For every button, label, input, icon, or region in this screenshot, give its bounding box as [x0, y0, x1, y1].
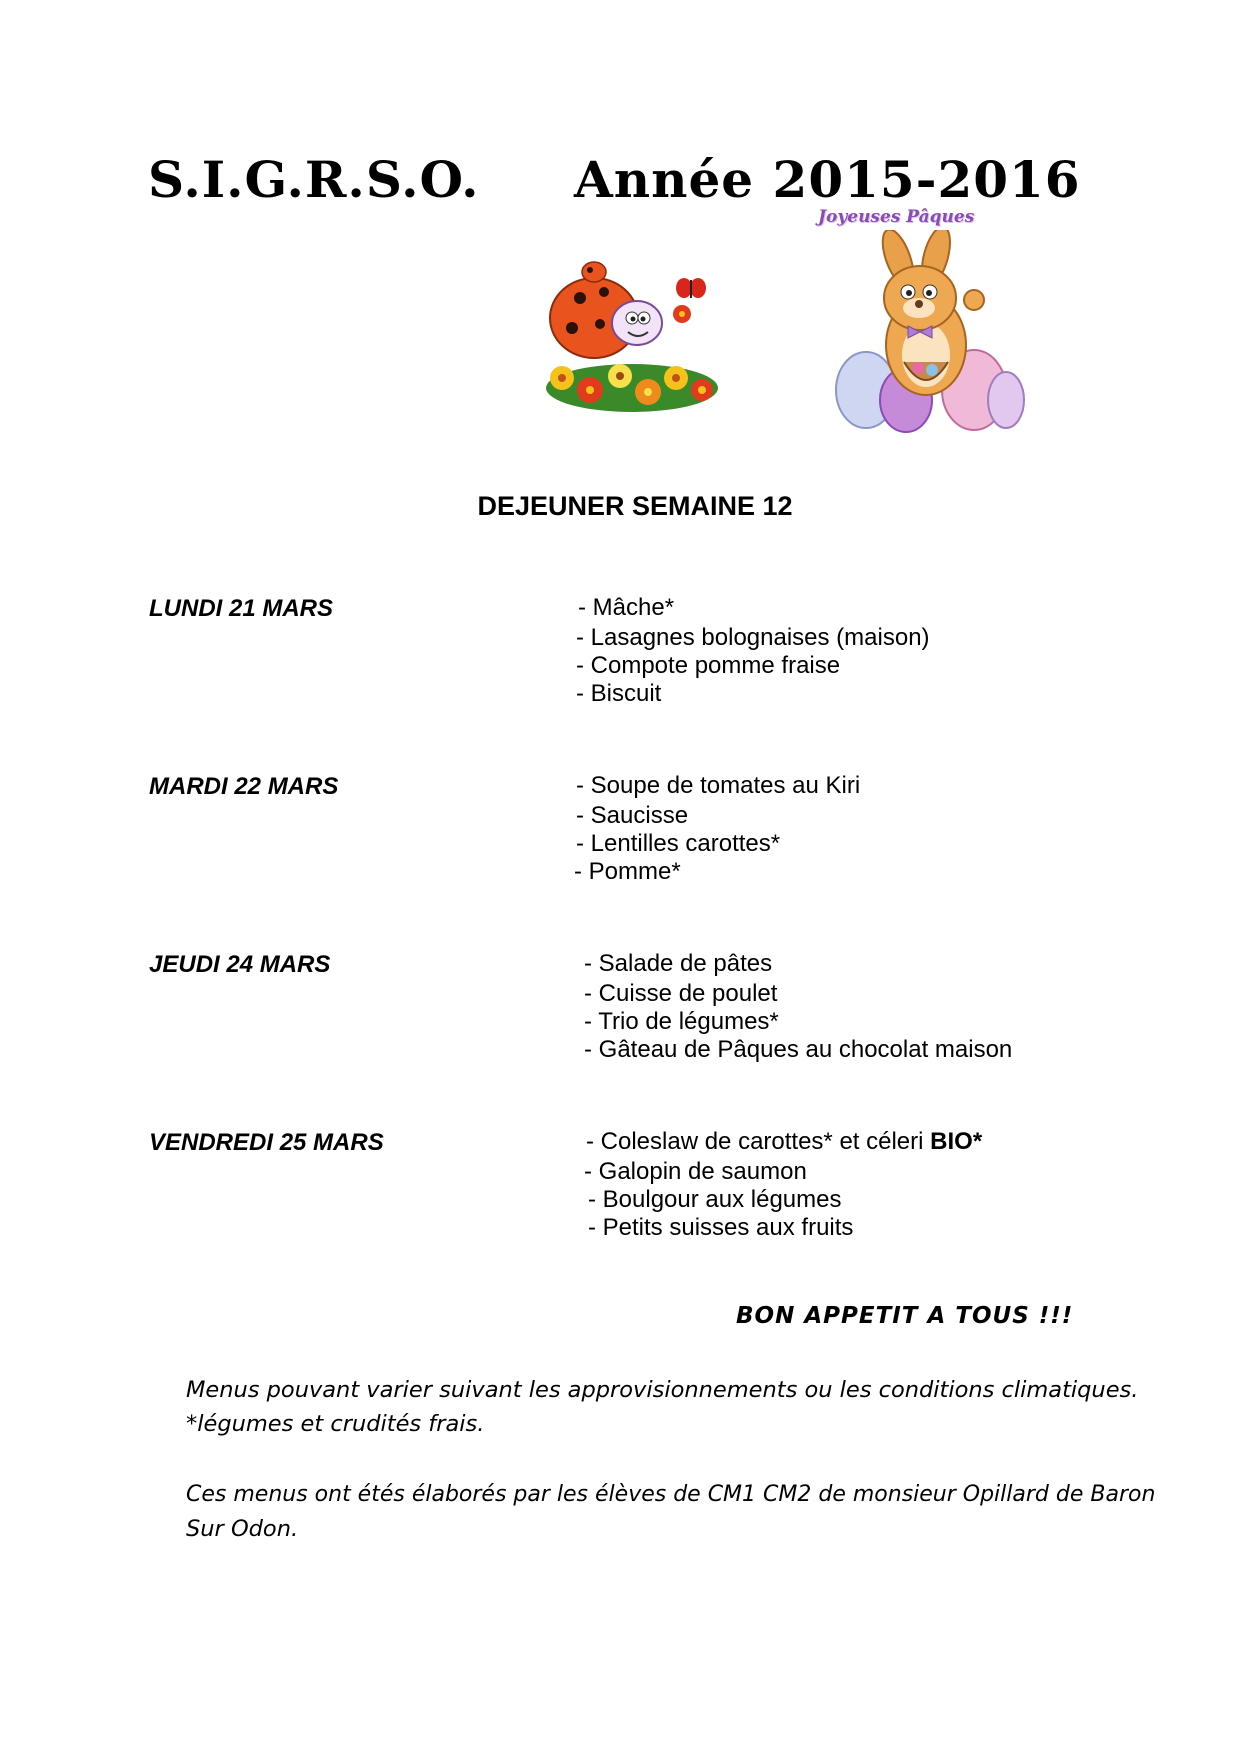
menu-item	[586, 1128, 982, 1156]
butterfly-icon	[676, 278, 706, 298]
menu-item: - Salade de pâtes	[584, 950, 773, 977]
menu-item: - Cuisse de poulet	[584, 980, 778, 1007]
week-title: DEJEUNER SEMAINE 12	[477, 491, 793, 521]
note-line: Ces menus ont étés élaborés par les élèves de CM1 CM2 de monsieur Opillard de Baron	[186, 1482, 1156, 1507]
note-line: Menus pouvant varier suivant les approvisionnements ou les conditions climatiques.	[186, 1377, 1139, 1403]
note-line: Sur Odon.	[186, 1516, 299, 1542]
ladybug-flowers-illustration	[542, 258, 722, 428]
bio-tag: BIO*	[930, 1128, 983, 1155]
day-label-friday: VENDREDI 25 MARS	[149, 1129, 384, 1156]
menu-item: - Biscuit	[576, 680, 662, 707]
school-year-title: Année 2015-2016	[574, 150, 1081, 209]
menu-item: - Mâche*	[578, 594, 675, 621]
menu-item: - Boulgour aux légumes	[588, 1186, 842, 1213]
easter-caption: Joyeuses Pâques	[818, 207, 975, 227]
menu-item: - Lasagnes bolognaises (maison)	[576, 624, 930, 651]
menu-item: - Soupe de tomates au Kiri	[576, 772, 861, 799]
menu-item: - Lentilles carottes*	[576, 830, 781, 857]
closing-message: BON APPETIT A TOUS !!!	[736, 1303, 1074, 1329]
day-label-thursday: JEUDI 24 MARS	[149, 951, 331, 978]
menu-item-text: - Coleslaw de carottes* et céleri	[586, 1128, 924, 1155]
menu-item: - Compote pomme fraise	[576, 652, 841, 679]
day-label-monday: LUNDI 21 MARS	[149, 595, 334, 622]
menu-item: - Pomme*	[574, 858, 681, 885]
menu-item: - Gâteau de Pâques au chocolat maison	[584, 1036, 1013, 1063]
day-label-tuesday: MARDI 22 MARS	[149, 773, 339, 800]
easter-bunny-illustration	[826, 230, 1026, 435]
organization-title: S.I.G.R.S.O.	[148, 150, 480, 209]
menu-item: - Saucisse	[576, 802, 689, 829]
menu-item: - Trio de légumes*	[584, 1008, 779, 1035]
menu-item: - Galopin de saumon	[584, 1158, 807, 1185]
menu-item: - Petits suisses aux fruits	[588, 1214, 854, 1241]
ladybug-icon	[550, 262, 662, 358]
note-line: *légumes et crudités frais.	[186, 1411, 485, 1437]
